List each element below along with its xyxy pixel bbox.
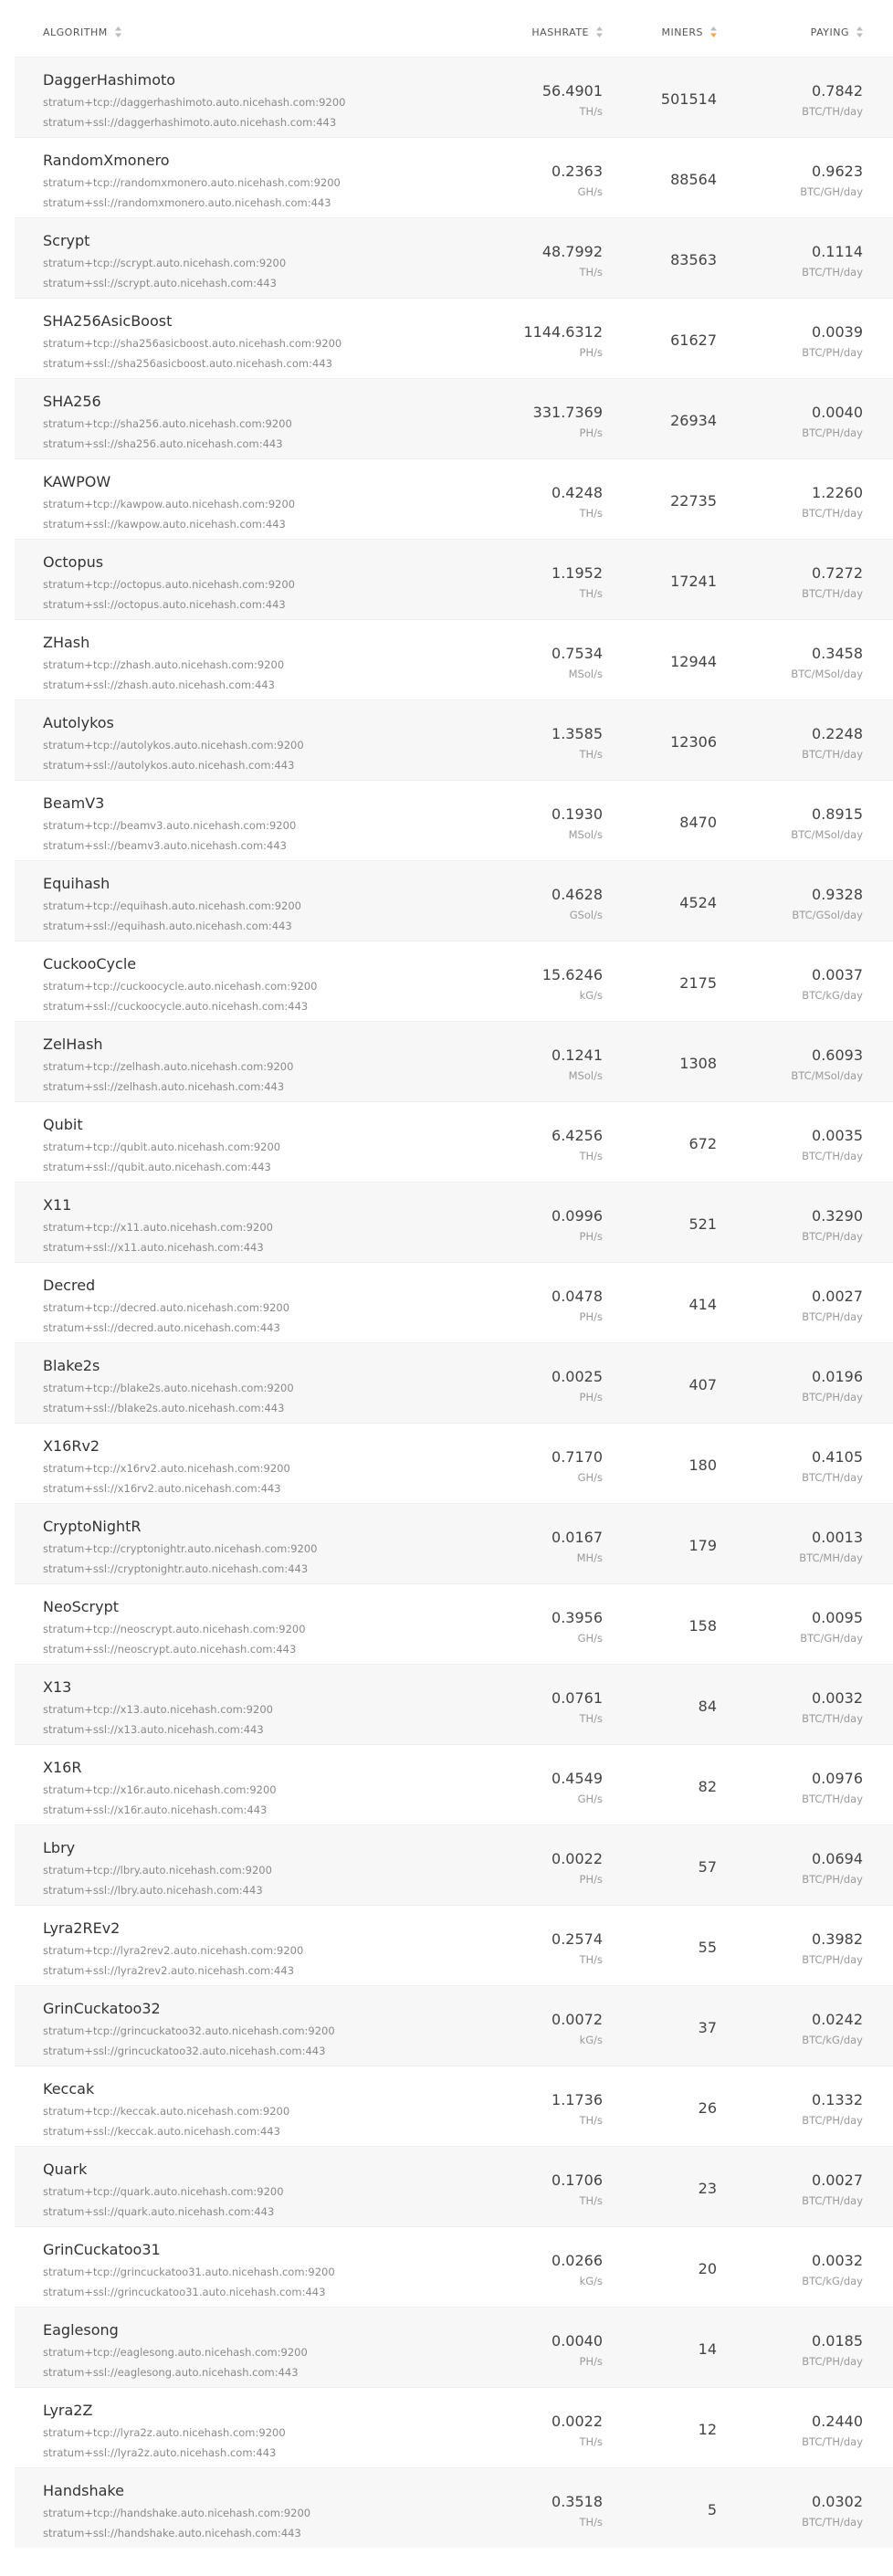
hashrate-unit: PH/s xyxy=(579,1230,603,1243)
stratum-ssl-url: stratum+ssl://qubit.auto.nicehash.com:443 xyxy=(43,1161,271,1173)
miners-count: 672 xyxy=(688,1135,717,1152)
table-body xyxy=(15,57,893,2548)
hashrate-unit: TH/s xyxy=(579,748,603,761)
stratum-tcp-url: stratum+tcp://zhash.auto.nicehash.com:9200 xyxy=(43,658,285,671)
paying-value: 0.1114 xyxy=(812,243,863,260)
stratum-tcp-url: stratum+tcp://keccak.auto.nicehash.com:9200 xyxy=(43,2105,290,2118)
miners-count: 83563 xyxy=(670,251,717,268)
stratum-ssl-url: stratum+ssl://randomxmonero.auto.nicehash.com:443 xyxy=(43,196,331,209)
stratum-tcp-url: stratum+tcp://blake2s.auto.nicehash.com:9200 xyxy=(43,1382,294,1394)
paying-value: 0.0095 xyxy=(812,1609,863,1626)
paying-value: 0.3458 xyxy=(812,645,863,662)
algorithm-name: SHA256 xyxy=(43,393,101,410)
algorithm-name: X11 xyxy=(43,1196,72,1214)
paying-unit: BTC/kG/day xyxy=(802,2275,863,2287)
sort-arrows-icon xyxy=(856,26,863,37)
miners-count: 521 xyxy=(688,1215,717,1233)
paying-unit: BTC/GH/day xyxy=(800,1632,863,1645)
miners-count: 26934 xyxy=(670,412,717,429)
miners-count: 23 xyxy=(698,2180,717,2197)
paying-unit: BTC/TH/day xyxy=(802,2516,863,2529)
hashrate-value: 0.1930 xyxy=(552,805,603,823)
algorithm-name: Decred xyxy=(43,1277,96,1294)
stratum-ssl-url: stratum+ssl://cuckoocycle.auto.nicehash.com:443 xyxy=(43,1000,309,1013)
paying-unit: BTC/kG/day xyxy=(802,2034,863,2046)
miners-count: 84 xyxy=(698,1698,717,1715)
paying-value: 0.0035 xyxy=(812,1127,863,1144)
hashrate-value: 0.4549 xyxy=(552,1770,603,1787)
paying-unit: BTC/MSol/day xyxy=(791,1069,863,1082)
stratum-ssl-url: stratum+ssl://autolykos.auto.nicehash.com:443 xyxy=(43,759,295,772)
stratum-tcp-url: stratum+tcp://lyra2rev2.auto.nicehash.com:9200 xyxy=(43,1944,304,1957)
table-row[interactable] xyxy=(15,1985,893,2066)
paying-unit: BTC/PH/day xyxy=(802,1230,863,1243)
algorithm-name: Lyra2REv2 xyxy=(43,1919,121,1937)
stratum-ssl-url: stratum+ssl://blake2s.auto.nicehash.com:443 xyxy=(43,1402,285,1414)
paying-value: 0.0302 xyxy=(812,2493,863,2510)
miners-count: 20 xyxy=(698,2260,717,2277)
algorithm-name: SHA256AsicBoost xyxy=(43,312,173,330)
hashrate-value: 0.0040 xyxy=(552,2332,603,2350)
stratum-tcp-url: stratum+tcp://kawpow.auto.nicehash.com:9200 xyxy=(43,498,296,510)
hashrate-unit: kG/s xyxy=(579,2275,603,2287)
stratum-ssl-url: stratum+ssl://lyra2rev2.auto.nicehash.com:443 xyxy=(43,1964,295,1977)
column-header-miners-label: MINERS xyxy=(661,26,703,38)
hashrate-unit: TH/s xyxy=(579,1712,603,1725)
hashrate-value: 0.7170 xyxy=(552,1448,603,1466)
table-row[interactable] xyxy=(15,1182,893,1262)
paying-value: 0.0196 xyxy=(812,1368,863,1385)
hashrate-unit: PH/s xyxy=(579,1310,603,1323)
algorithm-name: KAWPOW xyxy=(43,473,111,490)
paying-unit: BTC/TH/day xyxy=(802,1150,863,1162)
algorithm-name: Scrypt xyxy=(43,232,90,249)
paying-value: 0.2248 xyxy=(812,725,863,742)
column-header-paying-label: PAYING xyxy=(810,26,849,38)
stratum-tcp-url: stratum+tcp://grincuckatoo31.auto.nicehash.com:9200 xyxy=(43,2266,335,2278)
paying-value: 0.0027 xyxy=(812,2171,863,2189)
paying-value: 0.6093 xyxy=(812,1046,863,1064)
algorithm-name: Quark xyxy=(43,2161,88,2178)
table-row[interactable] xyxy=(15,780,893,860)
miners-count: 57 xyxy=(698,1858,717,1876)
hashrate-unit: PH/s xyxy=(579,1391,603,1404)
paying-value: 0.0694 xyxy=(812,1850,863,1867)
miners-count: 12306 xyxy=(670,733,717,751)
paying-value: 0.3982 xyxy=(812,1930,863,1948)
stratum-ssl-url: stratum+ssl://x13.auto.nicehash.com:443 xyxy=(43,1723,264,1736)
stratum-tcp-url: stratum+tcp://eaglesong.auto.nicehash.com:9200 xyxy=(43,2346,308,2359)
stratum-tcp-url: stratum+tcp://cryptonightr.auto.nicehash.com:9200 xyxy=(43,1542,318,1555)
hashrate-value: 48.7992 xyxy=(541,243,603,260)
algorithm-name: GrinCuckatoo32 xyxy=(43,2000,161,2017)
paying-value: 0.7842 xyxy=(812,82,863,100)
table-row[interactable] xyxy=(15,941,893,1021)
table-row[interactable] xyxy=(15,619,893,699)
stratum-tcp-url: stratum+tcp://neoscrypt.auto.nicehash.com:9200 xyxy=(43,1623,306,1635)
column-header-algorithm-label: ALGORITHM xyxy=(43,26,108,38)
algorithm-name: Lbry xyxy=(43,1839,76,1856)
miners-count: 4524 xyxy=(679,894,717,911)
hashrate-value: 0.0761 xyxy=(552,1689,603,1707)
paying-value: 0.0185 xyxy=(812,2332,863,2350)
table-row[interactable] xyxy=(15,2467,893,2548)
table-row[interactable] xyxy=(15,1583,893,1664)
miners-count: 55 xyxy=(698,1939,717,1956)
table-row[interactable] xyxy=(15,1101,893,1182)
stratum-tcp-url: stratum+tcp://x16r.auto.nicehash.com:9200 xyxy=(43,1783,277,1796)
stratum-ssl-url: stratum+ssl://sha256asicboost.auto.nicehash.com:443 xyxy=(43,357,332,370)
table-row[interactable] xyxy=(15,57,893,137)
hashrate-unit: TH/s xyxy=(579,105,603,118)
stratum-tcp-url: stratum+tcp://daggerhashimoto.auto.nicehash.com:9200 xyxy=(43,96,346,109)
hashrate-value: 1.1952 xyxy=(552,564,603,582)
stratum-tcp-url: stratum+tcp://zelhash.auto.nicehash.com:9200 xyxy=(43,1060,294,1073)
hashrate-unit: GH/s xyxy=(577,185,603,198)
hashrate-value: 0.0025 xyxy=(552,1368,603,1385)
miners-count: 2175 xyxy=(679,974,717,992)
column-header-algorithm[interactable] xyxy=(43,0,121,57)
hashrate-unit: TH/s xyxy=(579,587,603,600)
table-header xyxy=(15,0,893,57)
hashrate-value: 0.7534 xyxy=(552,645,603,662)
table-row[interactable] xyxy=(15,2387,893,2467)
hashrate-unit: PH/s xyxy=(579,346,603,359)
table-row[interactable] xyxy=(15,860,893,941)
hashrate-unit: GSol/s xyxy=(569,909,603,921)
paying-value: 0.1332 xyxy=(812,2091,863,2108)
algorithm-name: Autolykos xyxy=(43,714,114,731)
hashrate-unit: MH/s xyxy=(576,1551,603,1564)
stratum-tcp-url: stratum+tcp://grincuckatoo32.auto.nicehash.com:9200 xyxy=(43,2024,335,2037)
hashrate-unit: PH/s xyxy=(579,1873,603,1886)
algorithm-name: CryptoNightR xyxy=(43,1518,142,1535)
paying-value: 0.0242 xyxy=(812,2011,863,2028)
algorithm-name: CuckooCycle xyxy=(43,955,137,973)
hashrate-value: 1.3585 xyxy=(552,725,603,742)
stratum-ssl-url: stratum+ssl://x16r.auto.nicehash.com:443 xyxy=(43,1803,268,1816)
algorithm-name: X16Rv2 xyxy=(43,1437,100,1455)
hashrate-value: 0.3518 xyxy=(552,2493,603,2510)
hashrate-unit: MSol/s xyxy=(568,668,603,680)
hashrate-value: 0.0022 xyxy=(552,2413,603,2430)
hashrate-unit: TH/s xyxy=(579,1150,603,1162)
stratum-tcp-url: stratum+tcp://handshake.auto.nicehash.com:9200 xyxy=(43,2507,311,2519)
table-row[interactable] xyxy=(15,2146,893,2226)
table-row[interactable] xyxy=(15,378,893,458)
stratum-ssl-url: stratum+ssl://lyra2z.auto.nicehash.com:443 xyxy=(43,2446,277,2459)
hashrate-value: 56.4901 xyxy=(541,82,603,100)
hashrate-value: 0.0996 xyxy=(552,1207,603,1225)
hashrate-unit: TH/s xyxy=(579,507,603,520)
paying-unit: BTC/MH/day xyxy=(799,1551,863,1564)
paying-value: 0.0027 xyxy=(812,1288,863,1305)
table-row[interactable] xyxy=(15,1262,893,1342)
stratum-ssl-url: stratum+ssl://octopus.auto.nicehash.com:443 xyxy=(43,598,286,611)
hashrate-value: 0.3956 xyxy=(552,1609,603,1626)
miners-count: 88564 xyxy=(670,171,717,188)
stratum-tcp-url: stratum+tcp://randomxmonero.auto.nicehash.com:9200 xyxy=(43,176,341,189)
hashrate-value: 331.7369 xyxy=(532,404,603,421)
stratum-tcp-url: stratum+tcp://lbry.auto.nicehash.com:9200 xyxy=(43,1864,272,1877)
stratum-ssl-url: stratum+ssl://zhash.auto.nicehash.com:443 xyxy=(43,678,275,691)
paying-unit: BTC/PH/day xyxy=(802,1391,863,1404)
table-row[interactable] xyxy=(15,1342,893,1423)
column-header-hashrate-label: HASHRATE xyxy=(531,26,589,38)
stratum-ssl-url: stratum+ssl://zelhash.auto.nicehash.com:443 xyxy=(43,1080,285,1093)
stratum-tcp-url: stratum+tcp://octopus.auto.nicehash.com:9200 xyxy=(43,578,295,591)
table-row[interactable] xyxy=(15,2226,893,2307)
table-row[interactable] xyxy=(15,2066,893,2146)
stratum-ssl-url: stratum+ssl://eaglesong.auto.nicehash.com:443 xyxy=(43,2366,299,2379)
hashrate-unit: TH/s xyxy=(579,2435,603,2448)
miners-count: 14 xyxy=(698,2340,717,2358)
paying-unit: BTC/TH/day xyxy=(802,1712,863,1725)
algorithm-name: X13 xyxy=(43,1678,72,1696)
paying-unit: BTC/TH/day xyxy=(802,2194,863,2207)
paying-unit: BTC/PH/day xyxy=(802,2355,863,2368)
stratum-ssl-url: stratum+ssl://keccak.auto.nicehash.com:443 xyxy=(43,2125,280,2138)
miners-count: 82 xyxy=(698,1778,717,1795)
paying-unit: BTC/TH/day xyxy=(802,105,863,118)
stratum-ssl-url: stratum+ssl://grincuckatoo31.auto.nicehash.com:443 xyxy=(43,2286,326,2298)
paying-value: 0.3290 xyxy=(812,1207,863,1225)
paying-unit: BTC/TH/day xyxy=(802,748,863,761)
paying-unit: BTC/TH/day xyxy=(802,1471,863,1484)
table-row[interactable] xyxy=(15,458,893,539)
stratum-ssl-url: stratum+ssl://grincuckatoo32.auto.nicehash.com:443 xyxy=(43,2045,326,2057)
hashrate-unit: kG/s xyxy=(579,989,603,1002)
algorithm-name: Keccak xyxy=(43,2080,95,2098)
algorithm-name: Handshake xyxy=(43,2482,124,2499)
stratum-ssl-url: stratum+ssl://lbry.auto.nicehash.com:443 xyxy=(43,1884,263,1897)
stratum-ssl-url: stratum+ssl://quark.auto.nicehash.com:443 xyxy=(43,2205,275,2218)
algorithm-name: BeamV3 xyxy=(43,794,105,812)
table-row[interactable] xyxy=(15,1503,893,1583)
miners-count: 501514 xyxy=(660,90,717,108)
table-row[interactable] xyxy=(15,298,893,378)
paying-value: 0.4105 xyxy=(812,1448,863,1466)
paying-unit: BTC/TH/day xyxy=(802,587,863,600)
stratum-tcp-url: stratum+tcp://decred.auto.nicehash.com:9200 xyxy=(43,1301,290,1314)
hashrate-value: 0.0022 xyxy=(552,1850,603,1867)
hashrate-unit: PH/s xyxy=(579,2355,603,2368)
hashrate-value: 6.4256 xyxy=(552,1127,603,1144)
paying-unit: BTC/PH/day xyxy=(802,2114,863,2127)
stratum-ssl-url: stratum+ssl://neoscrypt.auto.nicehash.com:443 xyxy=(43,1643,297,1656)
hashrate-unit: TH/s xyxy=(579,2516,603,2529)
hashrate-value: 15.6246 xyxy=(541,966,603,983)
hashrate-unit: GH/s xyxy=(577,1471,603,1484)
stratum-ssl-url: stratum+ssl://kawpow.auto.nicehash.com:443 xyxy=(43,518,286,531)
paying-unit: BTC/MSol/day xyxy=(791,668,863,680)
algorithm-name: Lyra2Z xyxy=(43,2402,93,2419)
stratum-ssl-url: stratum+ssl://equihash.auto.nicehash.com:443 xyxy=(43,920,292,932)
hashrate-value: 0.4628 xyxy=(552,886,603,903)
algorithm-name: Equihash xyxy=(43,875,110,892)
hashrate-unit: GH/s xyxy=(577,1632,603,1645)
stratum-ssl-url: stratum+ssl://x16rv2.auto.nicehash.com:443 xyxy=(43,1482,281,1495)
stratum-tcp-url: stratum+tcp://cuckoocycle.auto.nicehash.com:9200 xyxy=(43,980,318,993)
hashrate-value: 1144.6312 xyxy=(523,323,603,341)
algorithm-name: Octopus xyxy=(43,553,104,571)
stratum-tcp-url: stratum+tcp://sha256.auto.nicehash.com:9200 xyxy=(43,417,292,430)
paying-unit: BTC/TH/day xyxy=(802,266,863,279)
paying-value: 0.0039 xyxy=(812,323,863,341)
table-row[interactable] xyxy=(15,1744,893,1824)
miners-count: 22735 xyxy=(670,492,717,510)
algorithms-table xyxy=(15,0,893,2548)
hashrate-unit: TH/s xyxy=(579,2194,603,2207)
stratum-tcp-url: stratum+tcp://equihash.auto.nicehash.com:9200 xyxy=(43,899,301,912)
miners-count: 37 xyxy=(698,2019,717,2036)
table-row[interactable] xyxy=(15,2307,893,2387)
table-row[interactable] xyxy=(15,1664,893,1744)
paying-value: 0.9623 xyxy=(812,163,863,180)
algorithm-name: ZelHash xyxy=(43,1036,103,1053)
miners-count: 26 xyxy=(698,2099,717,2117)
stratum-tcp-url: stratum+tcp://lyra2z.auto.nicehash.com:9200 xyxy=(43,2426,286,2439)
hashrate-unit: kG/s xyxy=(579,2034,603,2046)
stratum-ssl-url: stratum+ssl://scrypt.auto.nicehash.com:443 xyxy=(43,277,277,289)
paying-unit: BTC/kG/day xyxy=(802,989,863,1002)
paying-value: 0.0013 xyxy=(812,1529,863,1546)
paying-value: 0.0037 xyxy=(812,966,863,983)
hashrate-unit: MSol/s xyxy=(568,828,603,841)
miners-count: 414 xyxy=(688,1296,717,1313)
paying-value: 0.0040 xyxy=(812,404,863,421)
miners-count: 12 xyxy=(698,2421,717,2438)
hashrate-value: 1.1736 xyxy=(552,2091,603,2108)
paying-value: 0.0032 xyxy=(812,1689,863,1707)
paying-unit: BTC/PH/day xyxy=(802,346,863,359)
hashrate-unit: TH/s xyxy=(579,1953,603,1966)
table-row[interactable] xyxy=(15,137,893,217)
stratum-tcp-url: stratum+tcp://beamv3.auto.nicehash.com:9200 xyxy=(43,819,297,832)
stratum-tcp-url: stratum+tcp://qubit.auto.nicehash.com:9200 xyxy=(43,1141,281,1153)
table-row[interactable] xyxy=(15,699,893,780)
paying-unit: BTC/TH/day xyxy=(802,2435,863,2448)
paying-value: 1.2260 xyxy=(812,484,863,501)
paying-value: 0.8915 xyxy=(812,805,863,823)
miners-count: 8470 xyxy=(679,814,717,831)
paying-unit: BTC/PH/day xyxy=(802,1953,863,1966)
miners-count: 61627 xyxy=(670,331,717,349)
miners-count: 1308 xyxy=(679,1055,717,1072)
table-row[interactable] xyxy=(15,539,893,619)
table-row[interactable] xyxy=(15,1905,893,1985)
stratum-ssl-url: stratum+ssl://beamv3.auto.nicehash.com:443 xyxy=(43,839,287,852)
hashrate-value: 0.0478 xyxy=(552,1288,603,1305)
hashrate-value: 0.0167 xyxy=(552,1529,603,1546)
stratum-ssl-url: stratum+ssl://daggerhashimoto.auto.nicehash.com:443 xyxy=(43,116,337,129)
miners-count: 180 xyxy=(688,1456,717,1474)
paying-unit: BTC/GH/day xyxy=(800,185,863,198)
stratum-tcp-url: stratum+tcp://x16rv2.auto.nicehash.com:9200 xyxy=(43,1462,290,1475)
miners-count: 17241 xyxy=(670,573,717,590)
hashrate-value: 0.0072 xyxy=(552,2011,603,2028)
column-header-miners[interactable] xyxy=(661,0,717,57)
algorithm-name: RandomXmonero xyxy=(43,152,170,169)
hashrate-unit: PH/s xyxy=(579,426,603,439)
table-row[interactable] xyxy=(15,1824,893,1905)
hashrate-unit: TH/s xyxy=(579,266,603,279)
algorithm-name: X16R xyxy=(43,1759,82,1776)
stratum-ssl-url: stratum+ssl://sha256.auto.nicehash.com:443 xyxy=(43,437,283,450)
hashrate-value: 0.2363 xyxy=(552,163,603,180)
paying-value: 0.2440 xyxy=(812,2413,863,2430)
algorithm-name: DaggerHashimoto xyxy=(43,71,176,89)
paying-value: 0.0976 xyxy=(812,1770,863,1787)
miners-count: 5 xyxy=(707,2501,717,2518)
algorithm-name: Blake2s xyxy=(43,1357,100,1374)
miners-count: 407 xyxy=(688,1376,717,1393)
miners-count: 158 xyxy=(688,1617,717,1635)
paying-unit: BTC/MSol/day xyxy=(791,828,863,841)
paying-unit: BTC/TH/day xyxy=(802,507,863,520)
algorithm-name: Qubit xyxy=(43,1116,83,1133)
stratum-ssl-url: stratum+ssl://handshake.auto.nicehash.com:443 xyxy=(43,2527,301,2539)
paying-unit: BTC/GSol/day xyxy=(792,909,863,921)
stratum-ssl-url: stratum+ssl://cryptonightr.auto.nicehash.com:443 xyxy=(43,1562,309,1575)
algorithm-name: Eaglesong xyxy=(43,2321,119,2339)
hashrate-value: 0.1706 xyxy=(552,2171,603,2189)
table-row[interactable] xyxy=(15,1423,893,1503)
paying-value: 0.7272 xyxy=(812,564,863,582)
algorithm-name: NeoScrypt xyxy=(43,1598,120,1615)
algorithm-name: ZHash xyxy=(43,634,90,651)
sort-arrows-active-icon xyxy=(710,26,717,37)
miners-count: 179 xyxy=(688,1537,717,1554)
paying-unit: BTC/PH/day xyxy=(802,426,863,439)
paying-unit: BTC/PH/day xyxy=(802,1873,863,1886)
stratum-tcp-url: stratum+tcp://sha256asicboost.auto.nicehash.com:9200 xyxy=(43,337,342,350)
stratum-tcp-url: stratum+tcp://scrypt.auto.nicehash.com:9200 xyxy=(43,257,287,269)
stratum-ssl-url: stratum+ssl://decred.auto.nicehash.com:443 xyxy=(43,1321,280,1334)
stratum-tcp-url: stratum+tcp://x11.auto.nicehash.com:9200 xyxy=(43,1221,273,1234)
hashrate-value: 0.1241 xyxy=(552,1046,603,1064)
paying-value: 0.0032 xyxy=(812,2252,863,2269)
table-row[interactable] xyxy=(15,217,893,298)
stratum-tcp-url: stratum+tcp://autolykos.auto.nicehash.com:9200 xyxy=(43,739,304,752)
paying-value: 0.9328 xyxy=(812,886,863,903)
hashrate-value: 0.4248 xyxy=(552,484,603,501)
column-header-paying[interactable] xyxy=(811,0,863,57)
stratum-tcp-url: stratum+tcp://x13.auto.nicehash.com:9200 xyxy=(43,1703,273,1716)
paying-unit: BTC/PH/day xyxy=(802,1310,863,1323)
hashrate-unit: TH/s xyxy=(579,2114,603,2127)
paying-unit: BTC/TH/day xyxy=(802,1793,863,1805)
hashrate-unit: GH/s xyxy=(577,1793,603,1805)
hashrate-unit: MSol/s xyxy=(568,1069,603,1082)
stratum-ssl-url: stratum+ssl://x11.auto.nicehash.com:443 xyxy=(43,1241,264,1254)
column-header-hashrate[interactable] xyxy=(531,0,603,57)
hashrate-value: 0.2574 xyxy=(552,1930,603,1948)
stratum-tcp-url: stratum+tcp://quark.auto.nicehash.com:9200 xyxy=(43,2185,284,2198)
hashrate-value: 0.0266 xyxy=(552,2252,603,2269)
algorithm-name: GrinCuckatoo31 xyxy=(43,2241,161,2258)
sort-arrows-icon xyxy=(115,26,121,37)
table-row[interactable] xyxy=(15,1021,893,1101)
sort-arrows-icon xyxy=(596,26,603,37)
miners-count: 12944 xyxy=(670,653,717,670)
